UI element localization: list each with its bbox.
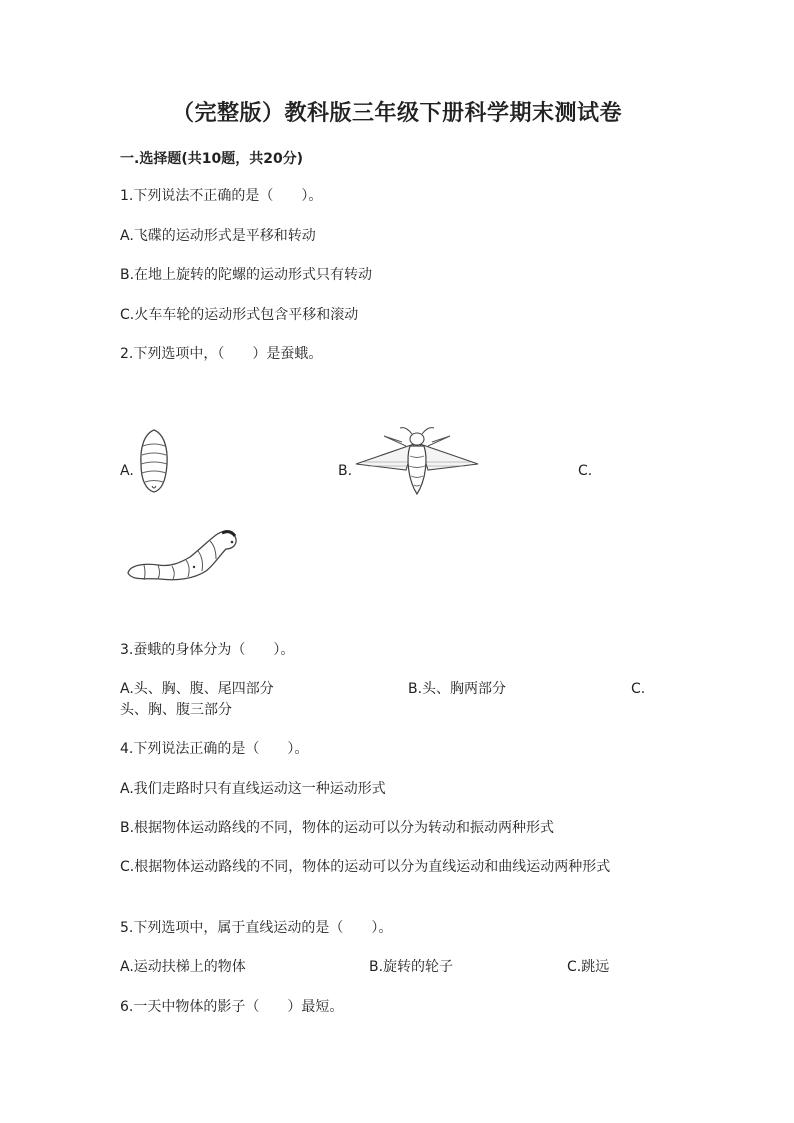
question-3-option-c-text[interactable]: 头、胸、腹三部分 (120, 702, 232, 718)
question-4-option-a[interactable]: A.我们走路时只有直线运动这一种运动形式 (120, 781, 386, 797)
question-3-option-c-prefix[interactable]: C. (631, 681, 646, 697)
question-2-stem: 2.下列选项中，（ ）是蚕蛾。 (120, 346, 323, 362)
question-1-option-c[interactable]: C.火车车轮的运动形式包含平移和滚动 (120, 307, 359, 323)
question-5-option-a[interactable]: A.运动扶梯上的物体 (120, 959, 246, 975)
silkworm-larva-icon (124, 527, 240, 587)
question-1-option-b[interactable]: B.在地上旋转的陀螺的运动形式只有转动 (120, 267, 373, 283)
question-1-stem: 1.下列说法不正确的是（ ）。 (120, 188, 323, 204)
question-4-stem: 4.下列说法正确的是（ ）。 (120, 741, 309, 757)
question-5-stem: 5.下列选项中，属于直线运动的是（ ）。 (120, 920, 393, 936)
question-3-option-a[interactable]: A.头、胸、腹、尾四部分 (120, 681, 274, 697)
question-6-stem: 6.一天中物体的影子（ ）最短。 (120, 999, 344, 1015)
silkworm-cocoon-icon (136, 428, 172, 494)
question-2-option-a[interactable]: A. (120, 463, 134, 479)
question-3-stem: 3.蚕蛾的身体分为（ ）。 (120, 642, 295, 658)
section-heading: 一.选择题(共10题，共20分) (120, 151, 304, 167)
question-3-option-b[interactable]: B.头、胸两部分 (408, 681, 507, 697)
page-title: （完整版）教科版三年级下册科学期末测试卷 (171, 100, 622, 126)
question-2-option-b[interactable]: B. (338, 463, 353, 479)
question-5-option-b[interactable]: B.旋转的轮子 (369, 959, 454, 975)
question-2-option-c[interactable]: C. (578, 463, 593, 479)
question-5-option-c[interactable]: C.跳远 (567, 959, 610, 975)
question-4-option-c[interactable]: C.根据物体运动路线的不同，物体的运动可以分为直线运动和曲线运动两种形式 (120, 859, 611, 875)
question-4-option-b[interactable]: B.根据物体运动路线的不同，物体的运动可以分为转动和振动两种形式 (120, 820, 555, 836)
silk-moth-icon (354, 424, 480, 498)
question-1-option-a[interactable]: A.飞碟的运动形式是平移和转动 (120, 228, 316, 244)
